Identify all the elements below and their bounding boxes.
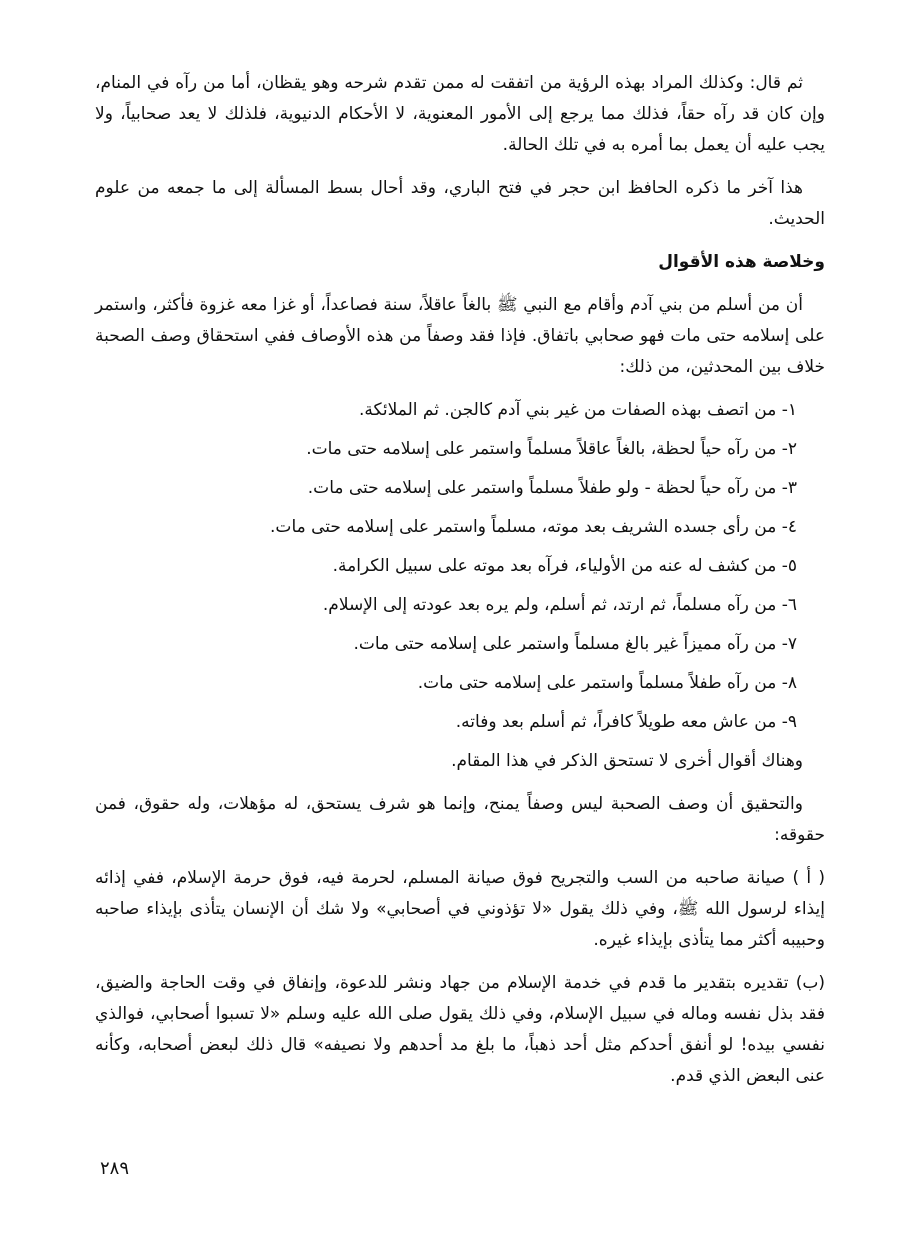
list-item: ٥- من كشف له عنه من الأولياء، فرآه بعد موته على سبيل الكرامة.: [332, 556, 797, 576]
paragraph-dream-vision: ثم قال: وكذلك المراد بهذه الرؤية من اتفقت له ممن تقدم شرحه وهو يقظان، أما من رآه في المنام، وإن كان قد رآه حقاً، فذلك مما يرجع إلى الأمور المعنوية، لا الأحكام الدنيوية، فلذلك لا يعد صحابياً، ولا يجب عليه أن يعمل بما أمره به في تلك الحالة.: [95, 73, 825, 155]
list-item: ٦- من رآه مسلماً، ثم ارتد، ثم أسلم، ولم يره بعد عودته إلى الإسلام.: [322, 595, 797, 615]
section-heading: وخلاصة هذه الأقوال: [658, 252, 825, 272]
rights-item-b: (ب) تقديره بتقدير ما قدم في خدمة الإسلام من جهاد ونشر للدعوة، وإنفاق في وقت الحاجة والضيق، فقد بذل نفسه وماله في سبيل الإسلام، وفي ذلك يقول صلى الله عليه وسلم «لا تسبوا أصحابي، فوالذي نفسي بيده! لو أنفق أحدكم مثل أحد ذهباً، ما بلغ مد أحدهم ولا نصيفه» قال ذلك لبعض أصحابه، وكأنه عنى البعض الذي قدم.: [95, 973, 825, 1086]
page-number: ٢٨٩: [100, 1158, 130, 1179]
list-item: ١- من اتصف بهذه الصفات من غير بني آدم كالجن. ثم الملائكة.: [358, 400, 797, 420]
rights-item-a: ( أ ) صيانة صاحبه من السب والتجريح فوق صيانة المسلم، لحرمة فيه، فوق حرمة الإسلام، ففي إذائه إيذاء لرسول الله ﷺ، وفي ذلك يقول «لا تؤذوني في أصحابي» ولا شك أن الإنسان يتأذى بإيذاء صاحبه وحبيبه أكثر مما يتأذى بإيذاء غيره.: [95, 868, 825, 950]
page-body: [95, 68, 825, 1104]
opinions-list: [95, 395, 825, 738]
list-item: ٤- من رأى جسده الشريف بعد موته، مسلماً واستمر على إسلامه حتى مات.: [270, 517, 797, 537]
list-item: ٢- من رآه حياً لحظة، بالغاً عاقلاً مسلماً واستمر على إسلامه حتى مات.: [306, 439, 797, 459]
paragraph-verification: والتحقيق أن وصف الصحبة ليس وصفاً يمنح، وإنما هو شرف يستحق، له مؤهلات، وله حقوق، فمن حقوقه:: [95, 794, 825, 845]
list-item: ٨- من رآه طفلاً مسلماً واستمر على إسلامه حتى مات.: [417, 673, 797, 693]
list-item: ٣- من رآه حياً لحظة - ولو طفلاً مسلماً واستمر على إسلامه حتى مات.: [307, 478, 797, 498]
paragraph-ibn-hajar: هذا آخر ما ذكره الحافظ ابن حجر في فتح الباري، وقد أحال بسط المسألة إلى ما جمعه من علوم الحديث.: [95, 178, 825, 229]
list-item: ٧- من رآه مميزاً غير بالغ مسلماً واستمر على إسلامه حتى مات.: [353, 634, 797, 654]
list-item: ٩- من عاش معه طويلاً كافراً، ثم أسلم بعد وفاته.: [455, 712, 797, 732]
paragraph-summary: أن من أسلم من بني آدم وأقام مع النبي ﷺ بالغاً عاقلاً، سنة فصاعداً، أو غزا معه غزوة فأكثر، واستمر على إسلامه حتى مات فهو صحابي باتفاق. فإذا فقد وصفاً من هذه الأوصاف ففي استحقاق وصف الصحبة خلاف بين المحدثين، من ذلك:: [95, 295, 825, 377]
paragraph-other-opinions: وهناك أقوال أخرى لا تستحق الذكر في هذا المقام.: [451, 751, 803, 771]
